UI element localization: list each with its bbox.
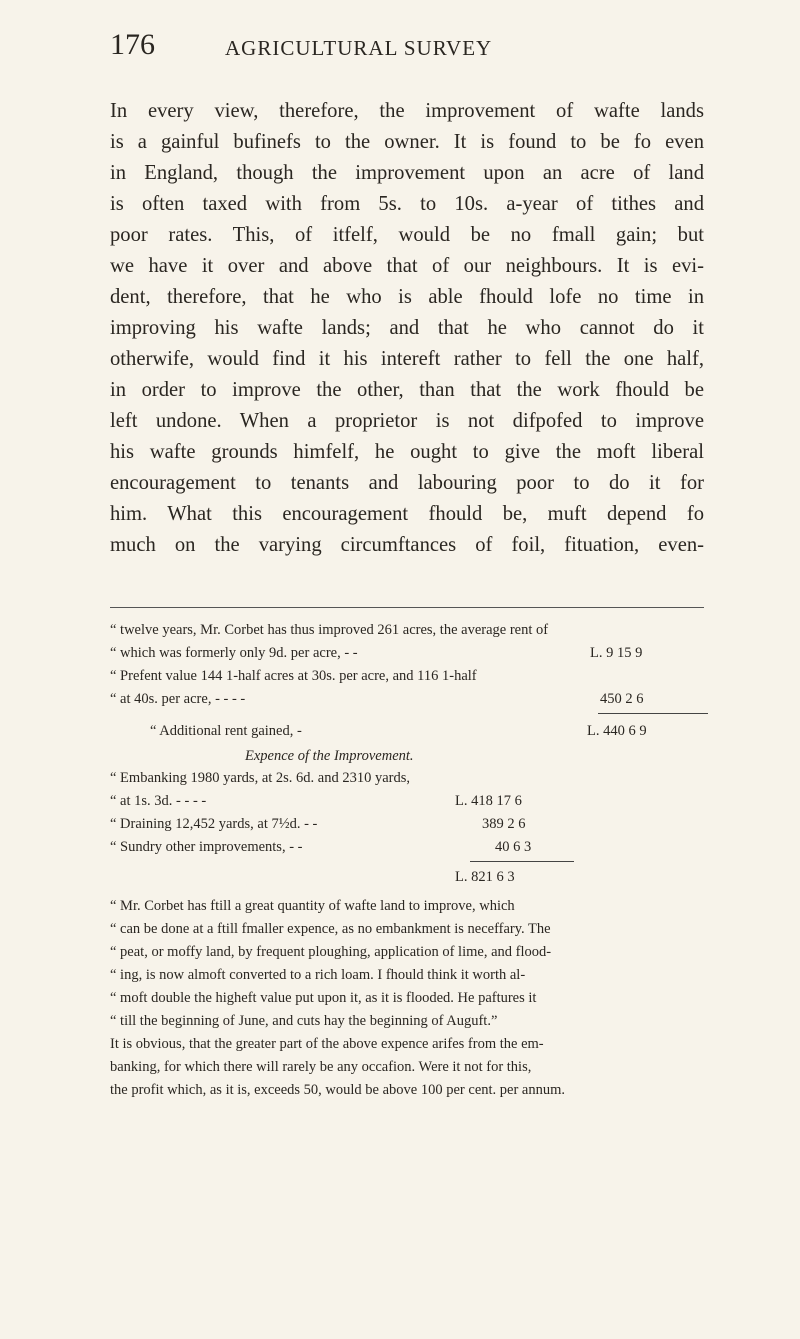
footnote-line: “ which was formerly only 9d. per acre, - -: [110, 645, 358, 661]
body-line: dent, therefore, that he who is able fhould lofe no time in: [110, 286, 704, 308]
body-line: encouragement to tenants and labouring poor to do it for: [110, 472, 704, 494]
footnote-line: “ can be done at a ftill fmaller expence, as no embankment is neceffary. The: [110, 921, 551, 937]
footnote-line: “ moft double the higheft value put upon it, as it is flooded. He paftures it: [110, 990, 537, 1006]
footnote-line: “ Mr. Corbet has ftill a great quantity of wafte land to improve, which: [110, 898, 515, 914]
running-title: AGRICULTURAL SURVEY: [225, 36, 493, 60]
footnote-line: “ Embanking 1980 yards, at 2s. 6d. and 2310 yards,: [110, 770, 411, 786]
draining-amount: 389 2 6: [482, 816, 526, 832]
additional-rent-amount: L. 440 6 9: [587, 723, 647, 739]
footnote-line: the profit which, as it is, exceeds 50, would be above 100 per cent. per annum.: [110, 1082, 566, 1098]
footnote-line: It is obvious, that the greater part of the above expence arifes from the em-: [110, 1036, 544, 1052]
embanking-amount: L. 418 17 6: [455, 793, 522, 809]
footnote-line: “ ing, is now almoft converted to a rich loam. I fhould think it worth al-: [110, 967, 526, 983]
body-line: poor rates. This, of itfelf, would be no fmall gain; but: [110, 224, 704, 246]
body-line: improving his wafte lands; and that he who cannot do it: [110, 317, 704, 339]
footnote-line: “ peat, or moffy land, by frequent ploughing, application of lime, and flood-: [110, 944, 552, 960]
page-number: 176: [110, 28, 155, 61]
footnote-line: “ Sundry other improvements, - -: [110, 839, 303, 855]
sundry-amount: 40 6 3: [495, 839, 532, 855]
body-line: in order to improve the other, than that the work fhould be: [110, 379, 704, 401]
footnote-divider: [110, 607, 704, 608]
rent-present-amount: 450 2 6: [600, 691, 644, 707]
footnote-line: “ Prefent value 144 1-half acres at 30s. per acre, and 116 1-half: [110, 668, 477, 684]
body-line: In every view, therefore, the improvement of wafte lands: [110, 100, 704, 122]
footnote-line: banking, for which there will rarely be any occafion. Were it not for this,: [110, 1059, 532, 1075]
additional-rent-label: “ Additional rent gained, -: [150, 723, 302, 739]
body-line: is a gainful bufinefs to the owner. It is found to be fo even: [110, 131, 704, 153]
body-line: left undone. When a proprietor is not difpofed to improve: [110, 410, 704, 432]
body-line: is often taxed with from 5s. to 10s. a-year of tithes and: [110, 193, 704, 215]
footnote-line: “ till the beginning of June, and cuts hay the beginning of Auguft.”: [110, 1013, 498, 1029]
sum-rule: [470, 861, 574, 862]
body-line: in England, though the improvement upon an acre of land: [110, 162, 704, 184]
main-paragraph: [110, 96, 704, 561]
footnote-line: “ at 40s. per acre, - - - -: [110, 691, 246, 707]
body-line: otherwife, would find it his intereft rather to fell the one half,: [110, 348, 704, 370]
body-line: his wafte grounds himfelf, he ought to give the moft liberal: [110, 441, 704, 463]
page-header: [110, 28, 700, 68]
rent-old-amount: L. 9 15 9: [590, 645, 643, 661]
footnote-line: “ twelve years, Mr. Corbet has thus improved 261 acres, the average rent of: [110, 622, 549, 638]
footnote-line: “ Draining 12,452 yards, at 7½d. - -: [110, 816, 318, 832]
expence-heading: Expence of the Improvement.: [245, 748, 414, 764]
total-expence-amount: L. 821 6 3: [455, 869, 515, 885]
body-line: him. What this encouragement fhould be, muft depend fo: [110, 503, 704, 525]
body-line: much on the varying circumftances of foil, fituation, even-: [110, 534, 704, 556]
footnote-line: “ at 1s. 3d. - - - -: [110, 793, 207, 809]
body-line: we have it over and above that of our neighbours. It is evi-: [110, 255, 704, 277]
sum-rule: [598, 713, 708, 714]
